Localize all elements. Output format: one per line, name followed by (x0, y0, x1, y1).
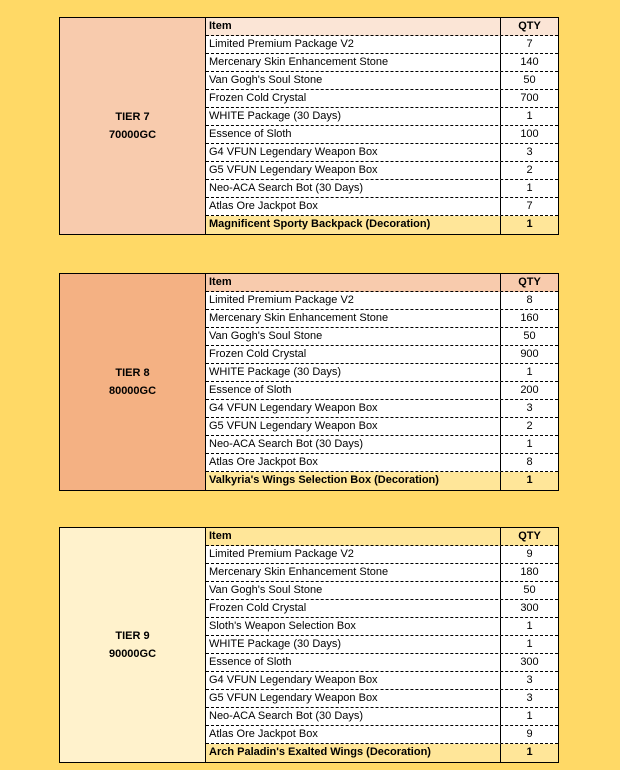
item-name: Valkyria's Wings Selection Box (Decoration) (206, 472, 501, 490)
item-qty: 300 (520, 656, 539, 668)
item-qty: 2 (526, 164, 533, 176)
item-qty: 50 (523, 330, 536, 342)
table-row (206, 36, 558, 54)
decoration-row (206, 744, 558, 762)
item-qty: 1 (526, 746, 533, 758)
table-row (206, 600, 558, 618)
tier-label (60, 528, 206, 762)
item-qty: 100 (520, 128, 539, 140)
reward-table (206, 528, 558, 762)
item-qty: 3 (526, 674, 533, 686)
item-name: Limited Premium Package V2 (206, 36, 501, 53)
item-qty: 3 (526, 692, 533, 704)
table-row (206, 144, 558, 162)
table-row (206, 346, 558, 364)
item-name: Mercenary Skin Enhancement Stone (206, 310, 501, 327)
item-name: Item (206, 274, 501, 291)
tier-label (60, 18, 206, 234)
item-name: WHITE Package (30 Days) (206, 108, 501, 125)
item-name: Sloth's Weapon Selection Box (206, 618, 501, 635)
table-row (206, 708, 558, 726)
item-name: Essence of Sloth (206, 382, 501, 399)
item-name: Frozen Cold Crystal (206, 600, 501, 617)
item-name: Limited Premium Package V2 (206, 546, 501, 563)
item-name: Item (206, 18, 501, 35)
tier-name: TIER 8 (115, 367, 150, 379)
tier-price: 70000GC (108, 129, 157, 141)
table-row (206, 654, 558, 672)
table-row (206, 564, 558, 582)
table-row (206, 618, 558, 636)
item-qty: QTY (518, 276, 541, 288)
item-name: Frozen Cold Crystal (206, 90, 501, 107)
item-qty: 1 (526, 638, 533, 650)
table-row (206, 454, 558, 472)
item-name: Essence of Sloth (206, 654, 501, 671)
table-row (206, 672, 558, 690)
item-name: Van Gogh's Soul Stone (206, 72, 501, 89)
item-name: Item (206, 528, 501, 545)
item-name: Limited Premium Package V2 (206, 292, 501, 309)
item-name: Magnificent Sporty Backpack (Decoration) (206, 216, 501, 234)
table-row (206, 328, 558, 346)
table-row (206, 292, 558, 310)
item-qty: QTY (518, 20, 541, 32)
tier-name: TIER 7 (115, 111, 150, 123)
table-row (206, 400, 558, 418)
reward-table (206, 18, 558, 234)
item-name: Van Gogh's Soul Stone (206, 582, 501, 599)
item-name: WHITE Package (30 Days) (206, 364, 501, 381)
item-name: WHITE Package (30 Days) (206, 636, 501, 653)
item-qty: 7 (526, 200, 533, 212)
item-qty: 700 (520, 92, 539, 104)
table-header (206, 528, 558, 546)
item-name: Neo-ACA Search Bot (30 Days) (206, 708, 501, 725)
table-row (206, 436, 558, 454)
decoration-row (206, 216, 558, 234)
item-name: Mercenary Skin Enhancement Stone (206, 54, 501, 71)
item-name: Van Gogh's Soul Stone (206, 328, 501, 345)
table-row (206, 54, 558, 72)
table-row (206, 180, 558, 198)
item-name: Arch Paladin's Exalted Wings (Decoration) (206, 744, 501, 762)
table-row (206, 90, 558, 108)
item-qty: 8 (526, 294, 533, 306)
item-qty: QTY (518, 530, 541, 542)
item-name: Frozen Cold Crystal (206, 346, 501, 363)
item-name: Atlas Ore Jackpot Box (206, 726, 501, 743)
table-row (206, 72, 558, 90)
tier-price: 80000GC (108, 385, 157, 397)
table-row (206, 382, 558, 400)
table-row (206, 636, 558, 654)
item-name: Essence of Sloth (206, 126, 501, 143)
item-name: Mercenary Skin Enhancement Stone (206, 564, 501, 581)
table-header (206, 274, 558, 292)
item-qty: 9 (526, 728, 533, 740)
table-row (206, 198, 558, 216)
item-qty: 160 (520, 312, 539, 324)
item-name: Atlas Ore Jackpot Box (206, 454, 501, 471)
tier-price: 90000GC (108, 648, 157, 660)
item-qty: 1 (526, 710, 533, 722)
decoration-row (206, 472, 558, 490)
item-qty: 1 (526, 182, 533, 194)
item-qty: 1 (526, 366, 533, 378)
item-name: Neo-ACA Search Bot (30 Days) (206, 436, 501, 453)
tier-name: TIER 9 (115, 630, 150, 642)
item-name: G4 VFUN Legendary Weapon Box (206, 400, 501, 417)
item-name: G5 VFUN Legendary Weapon Box (206, 690, 501, 707)
table-row (206, 162, 558, 180)
table-row (206, 364, 558, 382)
table-row (206, 690, 558, 708)
table-row (206, 546, 558, 564)
item-qty: 2 (526, 420, 533, 432)
item-name: G5 VFUN Legendary Weapon Box (206, 418, 501, 435)
tier-9-block (59, 527, 559, 763)
item-qty: 200 (520, 384, 539, 396)
table-row (206, 582, 558, 600)
item-qty: 140 (520, 56, 539, 68)
item-name: G4 VFUN Legendary Weapon Box (206, 672, 501, 689)
item-name: G5 VFUN Legendary Weapon Box (206, 162, 501, 179)
item-qty: 9 (526, 548, 533, 560)
table-row (206, 418, 558, 436)
item-qty: 1 (526, 110, 533, 122)
table-row (206, 126, 558, 144)
item-qty: 7 (526, 38, 533, 50)
tier-7-block (59, 17, 559, 235)
item-name: Atlas Ore Jackpot Box (206, 198, 501, 215)
item-name: G4 VFUN Legendary Weapon Box (206, 144, 501, 161)
item-qty: 50 (523, 584, 536, 596)
item-qty: 1 (526, 218, 533, 230)
table-row (206, 310, 558, 328)
table-row (206, 108, 558, 126)
item-qty: 3 (526, 402, 533, 414)
tier-label (60, 274, 206, 490)
item-qty: 50 (523, 74, 536, 86)
item-qty: 1 (526, 620, 533, 632)
item-name: Neo-ACA Search Bot (30 Days) (206, 180, 501, 197)
item-qty: 180 (520, 566, 539, 578)
table-row (206, 726, 558, 744)
table-header (206, 18, 558, 36)
reward-table (206, 274, 558, 490)
item-qty: 300 (520, 602, 539, 614)
tier-8-block (59, 273, 559, 491)
item-qty: 1 (526, 474, 533, 486)
item-qty: 1 (526, 438, 533, 450)
item-qty: 3 (526, 146, 533, 158)
item-qty: 8 (526, 456, 533, 468)
item-qty: 900 (520, 348, 539, 360)
